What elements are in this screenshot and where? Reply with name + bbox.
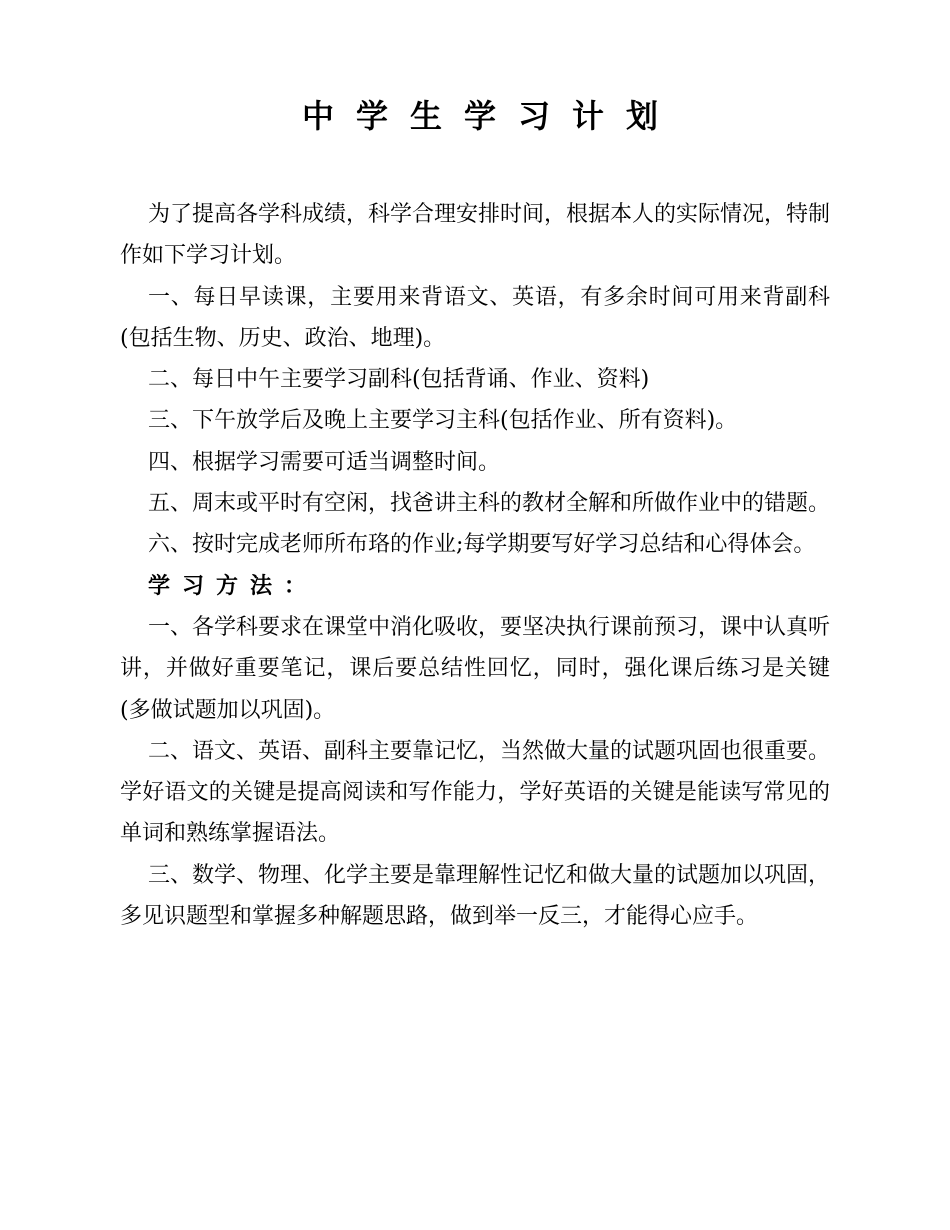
method-item-2: 二、语文、英语、副科主要靠记忆，当然做大量的试题巩固也很重要。学好语文的关键是提高阅读和写作能力，学好英语的关键是能读写常见的单词和熟练掌握语法。 bbox=[120, 738, 831, 847]
method-item-1: 一、各学科要求在课堂中消化吸收，要坚决执行课前预习，课中认真听讲，并做好重要笔记，课后要总结性回忆，同时，强化课后练习是关键(多做试题加以巩固)。 bbox=[120, 614, 831, 723]
method-item-3: 三、数学、物理、化学主要是靠理解性记忆和做大量的试题加以巩固，多见识题型和掌握多种解题思路，做到举一反三，才能得心应手。 bbox=[120, 862, 831, 930]
plan-item-4: 四、根据学习需要可适当调整时间。 bbox=[148, 449, 501, 475]
intro-paragraph: 为了提高各学科成绩，科学合理安排时间，根据本人的实际情况，特制作如下学习计划。 bbox=[120, 202, 831, 269]
plan-item-1: 一、每日早读课，主要用来背语文、英语，有多余时间可用来背副科(包括生物、历史、政治、地理)。 bbox=[120, 284, 830, 351]
plan-item-6: 六、按时完成老师所布珞的作业;每学期要写好学习总结和心得体会。 bbox=[148, 532, 816, 558]
plan-item-5: 五、周末或平时有空闲，找爸讲主科的教材全解和所做作业中的错题。 bbox=[148, 491, 831, 517]
methods-heading: 学习方法： bbox=[148, 572, 319, 599]
document-title: 中学生学习计划 bbox=[301, 97, 680, 135]
document-body bbox=[120, 194, 830, 937]
plan-item-2: 二、每日中午主要学习副科(包括背诵、作业、资料) bbox=[148, 367, 650, 393]
plan-item-3: 三、下午放学后及晚上主要学习主科(包括作业、所有资料)。 bbox=[148, 408, 738, 434]
